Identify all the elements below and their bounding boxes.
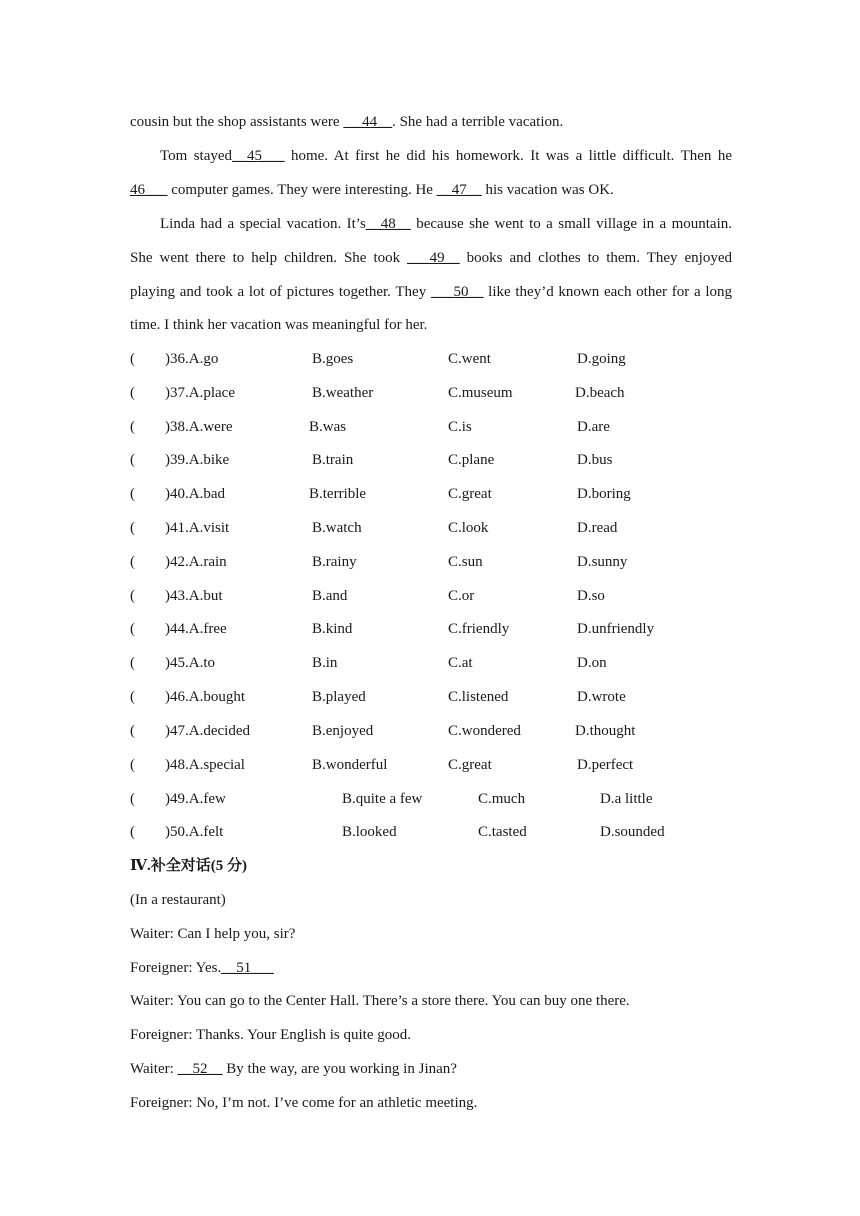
option-d: D.sounded xyxy=(600,824,665,840)
passage-text: like they’d known each other for a long xyxy=(483,284,732,300)
option-c: C.or xyxy=(448,588,475,604)
passage-line-6 xyxy=(130,280,732,304)
question-number: )36. xyxy=(165,351,189,367)
question-41 xyxy=(130,516,732,540)
answer-paren: ( xyxy=(130,621,135,637)
question-number: )45. xyxy=(165,655,189,671)
option-c: C.wondered xyxy=(448,723,521,739)
blank-47: __47__ xyxy=(436,182,482,198)
option-a-text: A.rain xyxy=(188,554,227,570)
answer-paren: ( xyxy=(130,791,135,807)
question-46 xyxy=(130,685,732,709)
answer-paren: ( xyxy=(130,655,135,671)
answer-paren: ( xyxy=(130,554,135,570)
dialogue-line-3: Waiter: You can go to the Center Hall. There’s a store there. You can buy one there. xyxy=(130,993,630,1009)
question-number: )46. xyxy=(165,689,189,705)
option-b: B.enjoyed xyxy=(312,723,374,739)
option-a-text: A.bike xyxy=(188,452,230,468)
question-number: )42. xyxy=(165,554,189,570)
answer-paren: ( xyxy=(130,452,135,468)
option-a xyxy=(165,719,250,743)
question-number: )38. xyxy=(165,419,189,435)
option-b: B.terrible xyxy=(309,486,367,502)
question-number: )47. xyxy=(165,723,189,739)
option-a-text: A.bad xyxy=(188,486,225,502)
option-b: B.was xyxy=(309,419,347,435)
option-d: D.so xyxy=(577,588,605,604)
option-c: C.at xyxy=(448,655,473,671)
answer-paren: ( xyxy=(130,824,135,840)
option-a xyxy=(165,516,229,540)
question-49 xyxy=(130,787,732,811)
option-a xyxy=(165,482,225,506)
answer-paren: ( xyxy=(130,385,135,401)
answer-paren: ( xyxy=(130,689,135,705)
option-a xyxy=(165,381,235,405)
blank-44: __44__ xyxy=(343,114,393,130)
question-38 xyxy=(130,415,732,439)
passage-line-7: time. I think her vacation was meaningful for her. xyxy=(130,317,428,333)
option-c: C.great xyxy=(448,757,492,773)
option-a xyxy=(165,347,218,371)
option-c: C.sun xyxy=(448,554,483,570)
question-number: )48. xyxy=(165,757,189,773)
blank-49: ___49__ xyxy=(407,250,460,266)
option-a-text: A.but xyxy=(188,588,223,604)
dialogue-text: Foreigner: Yes. xyxy=(130,960,222,976)
answer-paren: ( xyxy=(130,520,135,536)
option-a xyxy=(165,415,232,439)
option-d: D.wrote xyxy=(577,689,626,705)
question-45 xyxy=(130,651,732,675)
option-c: C.listened xyxy=(448,689,509,705)
option-a-text: A.few xyxy=(188,791,226,807)
passage-text: . She had a terrible vacation. xyxy=(392,114,564,130)
option-b: B.in xyxy=(312,655,338,671)
option-a xyxy=(165,550,227,574)
section-heading: Ⅳ.补全对话(5 分) xyxy=(130,858,248,874)
option-c: C.went xyxy=(448,351,491,367)
question-43 xyxy=(130,584,732,608)
option-d: D.going xyxy=(577,351,626,367)
option-a-text: A.to xyxy=(188,655,215,671)
question-number: )49. xyxy=(165,791,189,807)
option-c: C.much xyxy=(478,791,526,807)
blank-51: __51___ xyxy=(221,960,274,976)
question-48 xyxy=(130,753,732,777)
option-b: B.rainy xyxy=(312,554,357,570)
option-b: B.kind xyxy=(312,621,353,637)
passage-line-4 xyxy=(130,212,732,236)
dialogue-text: By the way, are you working in Jinan? xyxy=(222,1061,457,1077)
blank-48: __48__ xyxy=(365,216,411,232)
option-b: B.looked xyxy=(342,824,397,840)
option-b: B.quite a few xyxy=(342,791,423,807)
option-a xyxy=(165,584,223,608)
option-d: D.boring xyxy=(577,486,631,502)
question-36 xyxy=(130,347,732,371)
option-a-text: A.special xyxy=(188,757,245,773)
option-b: B.played xyxy=(312,689,366,705)
question-39 xyxy=(130,448,732,472)
question-number: )44. xyxy=(165,621,189,637)
option-a xyxy=(165,685,245,709)
passage-line-2 xyxy=(130,144,732,168)
dialogue-line-2 xyxy=(130,956,732,980)
question-42 xyxy=(130,550,732,574)
option-a-text: A.bought xyxy=(188,689,245,705)
passage-text: books and clothes to them. They enjoyed xyxy=(459,250,732,266)
option-a xyxy=(165,651,215,675)
option-c: C.tasted xyxy=(478,824,527,840)
option-c: C.great xyxy=(448,486,492,502)
passage-line-5 xyxy=(130,246,732,270)
passage-text: She went there to help children. She took xyxy=(130,250,408,266)
option-d: D.read xyxy=(577,520,618,536)
option-a-text: A.place xyxy=(188,385,235,401)
question-47 xyxy=(130,719,732,743)
option-a xyxy=(165,820,223,844)
passage-text: Tom stayed xyxy=(160,148,233,164)
answer-paren: ( xyxy=(130,486,135,502)
option-a xyxy=(165,787,226,811)
option-d: D.a little xyxy=(600,791,653,807)
option-a-text: A.decided xyxy=(188,723,250,739)
option-a-text: A.go xyxy=(188,351,219,367)
option-a-text: A.were xyxy=(188,419,233,435)
answer-paren: ( xyxy=(130,419,135,435)
option-b: B.weather xyxy=(312,385,374,401)
blank-45: __45___ xyxy=(232,148,285,164)
question-number: )50. xyxy=(165,824,189,840)
option-a xyxy=(165,617,227,641)
question-40 xyxy=(130,482,732,506)
option-b: B.train xyxy=(312,452,354,468)
option-c: C.is xyxy=(448,419,472,435)
option-d: D.are xyxy=(577,419,610,435)
option-b: B.watch xyxy=(312,520,362,536)
option-a-text: A.felt xyxy=(188,824,224,840)
option-b: B.and xyxy=(312,588,348,604)
answer-paren: ( xyxy=(130,351,135,367)
passage-text: cousin but the shop assistants were xyxy=(130,114,344,130)
question-number: )40. xyxy=(165,486,189,502)
option-a-text: A.free xyxy=(188,621,227,637)
option-c: C.museum xyxy=(448,385,513,401)
option-c: C.look xyxy=(448,520,489,536)
option-c: C.plane xyxy=(448,452,495,468)
dialogue-line-1: Waiter: Can I help you, sir? xyxy=(130,926,296,942)
dialogue-text: Waiter: xyxy=(130,1061,178,1077)
question-number: )37. xyxy=(165,385,189,401)
question-37 xyxy=(130,381,732,405)
passage-line-3 xyxy=(130,178,732,202)
question-number: )43. xyxy=(165,588,189,604)
passage-text: home. At first he did his homework. It was a little difficult. Then he xyxy=(284,148,732,164)
question-50 xyxy=(130,820,732,844)
blank-46: 46___ xyxy=(130,182,168,198)
option-a-text: A.visit xyxy=(188,520,230,536)
option-b: B.wonderful xyxy=(312,757,388,773)
passage-line-1 xyxy=(130,110,732,134)
option-a xyxy=(165,448,229,472)
blank-50: ___50__ xyxy=(430,284,484,300)
question-number: )41. xyxy=(165,520,189,536)
question-44 xyxy=(130,617,732,641)
passage-text: Linda had a special vacation. It’s xyxy=(160,216,366,232)
passage-text: computer games. They were interesting. He xyxy=(167,182,437,198)
question-number: )39. xyxy=(165,452,189,468)
option-d: D.perfect xyxy=(577,757,634,773)
option-d: D.unfriendly xyxy=(577,621,655,637)
answer-paren: ( xyxy=(130,757,135,773)
passage-text: playing and took a lot of pictures together. They xyxy=(130,284,431,300)
passage-text: his vacation was OK. xyxy=(481,182,614,198)
option-a xyxy=(165,753,245,777)
option-d: D.bus xyxy=(577,452,613,468)
option-d: D.thought xyxy=(575,723,636,739)
dialogue-line-6: Foreigner: No, I’m not. I’ve come for an athletic meeting. xyxy=(130,1095,478,1111)
passage-text: because she went to a small village in a mountain. xyxy=(410,216,732,232)
blank-52: __52__ xyxy=(177,1061,223,1077)
dialogue-line-4: Foreigner: Thanks. Your English is quite good. xyxy=(130,1027,411,1043)
option-d: D.beach xyxy=(575,385,625,401)
dialogue-setting: (In a restaurant) xyxy=(130,892,226,908)
option-d: D.sunny xyxy=(577,554,628,570)
option-b: B.goes xyxy=(312,351,354,367)
answer-paren: ( xyxy=(130,723,135,739)
dialogue-line-5 xyxy=(130,1057,732,1081)
option-d: D.on xyxy=(577,655,607,671)
option-c: C.friendly xyxy=(448,621,510,637)
answer-paren: ( xyxy=(130,588,135,604)
